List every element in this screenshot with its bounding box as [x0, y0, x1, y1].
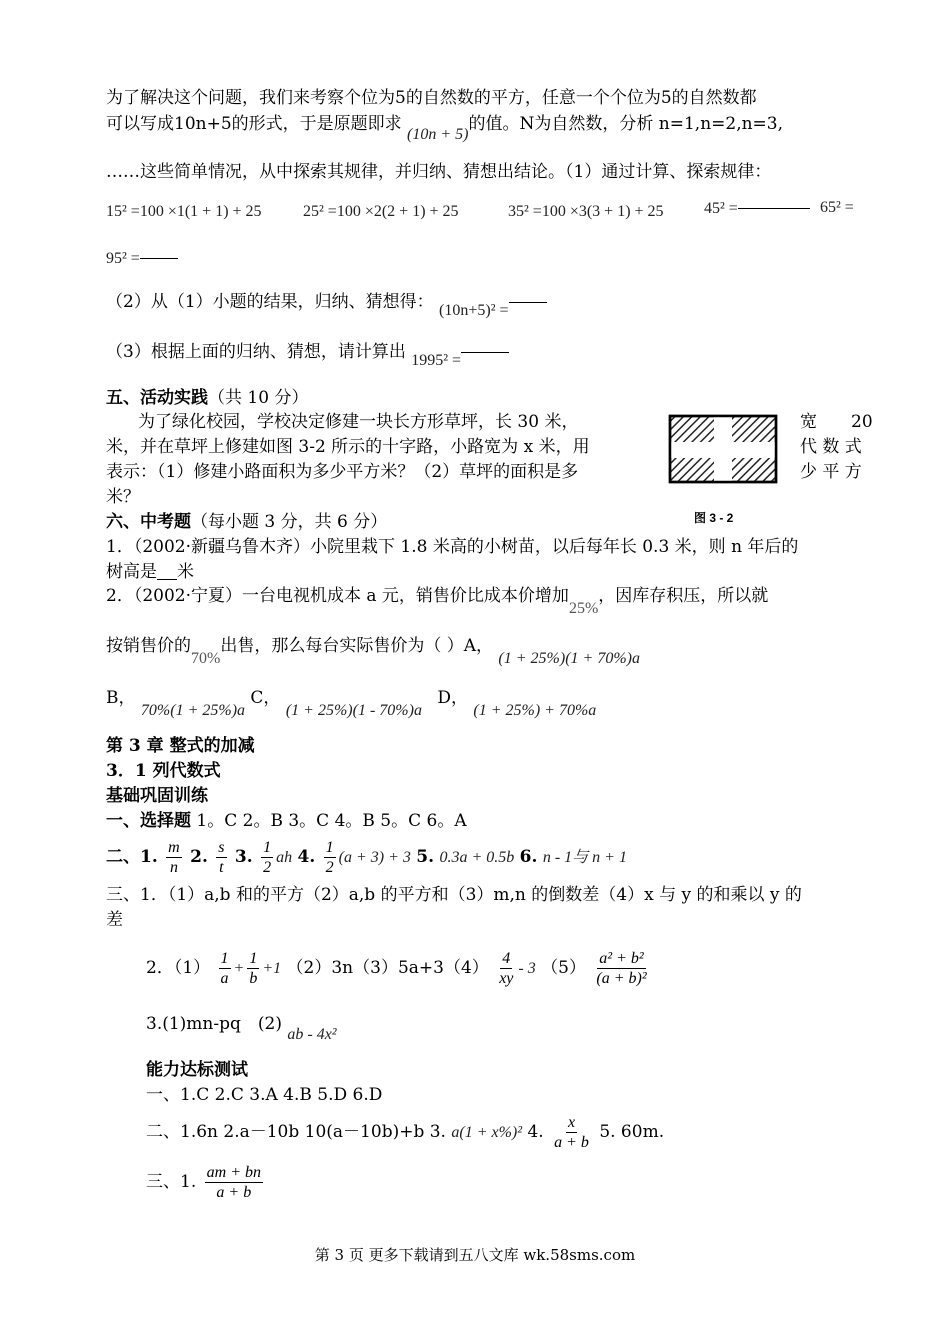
answer-line: 三、1．（1）a,b 和的平方（2）a,b 的平方和（3）m,n 的倒数差（4）x 与 y 的和乘以 y 的 [106, 885, 802, 905]
subsection-title: 能力达标测试 [146, 1060, 248, 1080]
answer-line: 二、1.6n 2.a－10b 10(a－10b)+b 3. a(1 + x%)² 4. $\frac{x}{a + b}$ 5. 60m. [146, 1114, 665, 1151]
para-line: 代 数 式 [800, 437, 862, 457]
math-expression: (10n + 5) [407, 126, 469, 143]
answer-line: 一、1.C 2.C 3.A 4.B 5.D 6.D [146, 1085, 383, 1105]
math-expression: 70% [191, 650, 221, 667]
options-line: B， 70%(1 + 25%)a C， (1 + 25%)(1 - 70%)a D， (1 + 25%) + 70%a [106, 688, 597, 719]
fraction: $\frac{1}{a}$ [220, 950, 229, 987]
option-d: (1 + 25%) + 70%a [473, 702, 597, 719]
para-line [106, 112, 783, 147]
fraction: $\frac{4}{xy}$ [499, 950, 514, 987]
equation-35: 35² =100 ×3(3 + 1) + 25 [508, 203, 664, 220]
question-3 [106, 340, 509, 373]
math-expression: 1995² = [411, 352, 462, 369]
answer-line: 三、1. $\frac{am + bn}{a + b}$ [146, 1164, 261, 1201]
answer-blank [738, 208, 810, 209]
answer-line: 一、选择题 1。C 2。B 3。C 4。B 5。C 6。A [106, 811, 467, 831]
para-line: 树高是 米 [106, 562, 194, 582]
vertical-road [714, 416, 732, 482]
chapter-title: 第 3 章 整式的加减 [106, 736, 255, 756]
figure-caption: 图 3 - 2 [694, 511, 734, 525]
section-title: 3．1 列代数式 [106, 761, 221, 781]
para-line: 宽 20 [800, 412, 873, 432]
cross-road-figure [668, 414, 778, 484]
fraction: $\frac{1}{b}$ [249, 950, 258, 987]
fraction: $\frac{1}{2}$ [325, 839, 334, 876]
para-line: 1．（2002·新疆乌鲁木齐）小院里栽下 1.8 米高的小树苗，以后每年长 0.3 米，则 n 年后的 [106, 537, 799, 557]
answer-line: 3.(1)mn-pq (2) ab - 4x² [146, 1014, 337, 1043]
section-heading: 六、中考题（每小题 3 分，共 6 分） [106, 512, 388, 532]
text: 可以写成10n+5的形式，于是原题即求 [106, 114, 402, 134]
para-line: 少 平 方 [800, 462, 862, 482]
math-expression: 25% [568, 600, 599, 617]
equation-95: 95² = [106, 246, 178, 271]
question-label: （2）从（1）小题的结果，归纳、猜想得： [106, 292, 434, 312]
para-line: ……这些简单情况，从中探索其规律，并归纳、猜想出结论。（1）通过计算、探索规律： [106, 162, 772, 182]
page-footer: 第 3 页 更多下载请到五八文库 wk.58sms.com [314, 1246, 636, 1264]
para-line: 米，并在草坪上修建如图 3-2 所示的十字路，小路宽为 x 米，用 [106, 437, 590, 457]
answer-blank [140, 258, 178, 259]
answer-line: 二、1. $\frac{m}{n}$ 2. $\frac{s}{t}$ 3. $\frac{1}{2}$ ah 4. $\frac{1}{2}$ (a + 3) + 3 5. 0.3a + 0.5b 6. n - 1与 n + 1 [106, 839, 627, 876]
para-line: 米？ [106, 487, 140, 507]
fraction: $\frac{1}{2}$ [263, 839, 272, 876]
equation-25: 25² =100 ×2(2 + 1) + 25 [303, 203, 459, 220]
equation-65: 65² = [820, 199, 854, 216]
option-c: (1 + 25%)(1 - 70%)a [285, 702, 422, 719]
subsection-title: 基础巩固训练 [106, 786, 208, 806]
answer-blank [509, 302, 547, 303]
para-line: 为了绿化校园，学校决定修建一块长方形草坪，长 30 米， [138, 412, 579, 432]
text: 的值。N为自然数，分析 n=1,n=2,n=3, [468, 114, 784, 134]
fraction: $\frac{\text{a² + b²}}{\text{(a + b)²}}$ [596, 950, 647, 987]
para-line: 为了解决这个问题，我们来考察个位为5的自然数的平方，任意一个个位为5的自然数都 [106, 88, 757, 108]
para-line: 按销售价的70%出售，那么每台实际售价为（ ）A， (1 + 25%)(1 + 70%)a [106, 636, 640, 667]
equation-15: 15² =100 ×1(1 + 1) + 25 [106, 203, 262, 220]
answer-blank [461, 352, 509, 353]
option-b: 70%(1 + 25%)a [140, 702, 246, 719]
fraction: $\frac{m}{n}$ [168, 839, 180, 876]
para-line: 表示：（1）修建小路面积为多少平方米？（2）草坪的面积是多 [106, 462, 579, 482]
fraction: $\frac{x}{a + b}$ [554, 1114, 589, 1151]
question-label: （3）根据上面的归纳、猜想，请计算出 [106, 342, 406, 362]
fraction: $\frac{s}{t}$ [218, 839, 225, 876]
equation-45: 45² = [704, 196, 810, 221]
section-heading: 五、活动实践（共 10 分） [106, 388, 309, 408]
fraction: $\frac{am + bn}{a + b}$ [206, 1164, 261, 1201]
answer-blank [157, 579, 177, 580]
math-expression: (10n+5)² = [439, 302, 509, 319]
para-line: 2．（2002·宁夏）一台电视机成本 a 元，销售价比成本价增加25%，因库存积压，所以就 [106, 586, 769, 617]
answer-line: 2．（1） $\frac{1}{a}$ + $\frac{1}{b}$ +1 （2）3n（3）5a+3（4） $\frac{4}{xy}$ - 3 （5） $\frac{\text{a² + b²}}{\text{(a + b)²}}$ [146, 950, 647, 987]
question-2 [106, 290, 547, 323]
answer-line: 差 [106, 910, 123, 930]
option-a: (1 + 25%)(1 + 70%)a [498, 650, 640, 667]
